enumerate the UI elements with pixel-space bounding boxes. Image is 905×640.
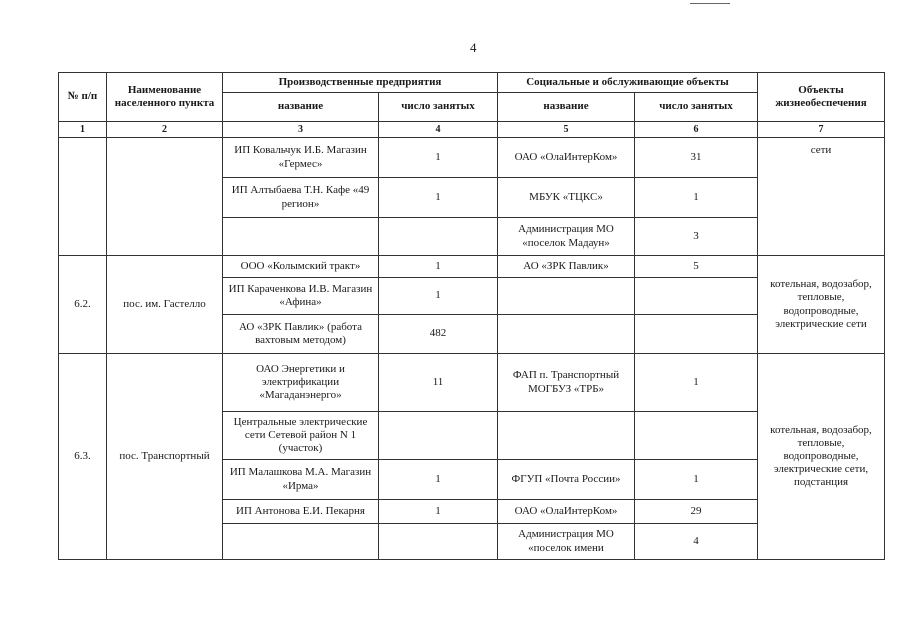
header-col-life-support: Объекты жизнеобеспечения bbox=[758, 73, 885, 122]
header-col-settlement: Наименование населенного пункта bbox=[107, 73, 223, 122]
settlement-cell: пос. Транспортный bbox=[107, 354, 223, 560]
social-name: Администрация МО «поселок имени bbox=[498, 524, 635, 560]
header-sub-employed-social: число занятых bbox=[635, 93, 758, 122]
header-col-no: № п/п bbox=[59, 73, 107, 122]
life-support-cell: сети bbox=[758, 138, 885, 256]
social-name: Администрация МО «поселок Мадаун» bbox=[498, 218, 635, 256]
row-number-cell: 6.2. bbox=[59, 256, 107, 354]
column-number: 7 bbox=[758, 122, 885, 138]
column-number: 2 bbox=[107, 122, 223, 138]
social-employed bbox=[635, 315, 758, 354]
header-row-numbers bbox=[59, 122, 885, 138]
social-employed: 29 bbox=[635, 500, 758, 524]
production-name: ИП Ковальчук И.Б. Магазин «Гермес» bbox=[223, 138, 379, 178]
social-name: АО «ЗРК Павлик» bbox=[498, 256, 635, 278]
scan-artifact-line bbox=[690, 3, 730, 4]
production-employed: 1 bbox=[379, 278, 498, 315]
settlement-cell bbox=[107, 138, 223, 256]
table-row bbox=[59, 354, 885, 412]
production-name: ИП Алтыбаева Т.Н. Кафе «49 регион» bbox=[223, 178, 379, 218]
header-sub-employed-production: число занятых bbox=[379, 93, 498, 122]
life-support-cell: котельная, водозабор, тепловые, водопроводные, электрические сети, подстанция bbox=[758, 354, 885, 560]
social-name bbox=[498, 278, 635, 315]
social-name bbox=[498, 412, 635, 460]
production-employed: 482 bbox=[379, 315, 498, 354]
social-employed bbox=[635, 412, 758, 460]
production-employed: 1 bbox=[379, 500, 498, 524]
social-name: МБУК «ТЦКС» bbox=[498, 178, 635, 218]
row-number-cell bbox=[59, 138, 107, 256]
production-employed: 1 bbox=[379, 256, 498, 278]
production-employed bbox=[379, 524, 498, 560]
production-employed: 1 bbox=[379, 460, 498, 500]
social-employed: 31 bbox=[635, 138, 758, 178]
table-row bbox=[59, 256, 885, 278]
production-name: АО «ЗРК Павлик» (работа вахтовым методом) bbox=[223, 315, 379, 354]
column-number: 1 bbox=[59, 122, 107, 138]
header-row-group bbox=[59, 73, 885, 93]
row-number-cell: 6.3. bbox=[59, 354, 107, 560]
social-name bbox=[498, 315, 635, 354]
social-employed: 4 bbox=[635, 524, 758, 560]
header-sub-name-social: название bbox=[498, 93, 635, 122]
settlement-cell: пос. им. Гастелло bbox=[107, 256, 223, 354]
production-name: ИП Антонова Е.И. Пекарня bbox=[223, 500, 379, 524]
social-employed: 1 bbox=[635, 354, 758, 412]
production-name: ИП Караченкова И.В. Магазин «Афина» bbox=[223, 278, 379, 315]
table-row bbox=[59, 138, 885, 178]
column-number: 4 bbox=[379, 122, 498, 138]
header-sub-name-production: название bbox=[223, 93, 379, 122]
production-employed: 1 bbox=[379, 138, 498, 178]
production-name: ООО «Колымский тракт» bbox=[223, 256, 379, 278]
life-support-cell: котельная, водозабор, тепловые, водопроводные, электрические сети bbox=[758, 256, 885, 354]
column-number: 3 bbox=[223, 122, 379, 138]
social-name: ОАО «ОлаИнтерКом» bbox=[498, 138, 635, 178]
header-group-production: Производственные предприятия bbox=[223, 73, 498, 93]
column-number: 6 bbox=[635, 122, 758, 138]
production-employed bbox=[379, 412, 498, 460]
social-employed bbox=[635, 278, 758, 315]
settlements-table bbox=[58, 72, 885, 560]
social-employed: 1 bbox=[635, 460, 758, 500]
production-name: ОАО Энергетики и электрификации «Магаданэнерго» bbox=[223, 354, 379, 412]
social-employed: 3 bbox=[635, 218, 758, 256]
production-employed: 11 bbox=[379, 354, 498, 412]
header-group-social: Социальные и обслуживающие объекты bbox=[498, 73, 758, 93]
production-employed: 1 bbox=[379, 178, 498, 218]
social-name: ОАО «ОлаИнтерКом» bbox=[498, 500, 635, 524]
production-name: ИП Малашкова М.А. Магазин «Ирма» bbox=[223, 460, 379, 500]
column-number: 5 bbox=[498, 122, 635, 138]
social-employed: 1 bbox=[635, 178, 758, 218]
production-name bbox=[223, 218, 379, 256]
production-name bbox=[223, 524, 379, 560]
social-name: ФАП п. Транспортный МОГБУЗ «ТРБ» bbox=[498, 354, 635, 412]
page-number: 4 bbox=[470, 40, 477, 55]
production-name: Центральные электрические сети Сетевой район N 1 (участок) bbox=[223, 412, 379, 460]
social-name: ФГУП «Почта России» bbox=[498, 460, 635, 500]
social-employed: 5 bbox=[635, 256, 758, 278]
production-employed bbox=[379, 218, 498, 256]
